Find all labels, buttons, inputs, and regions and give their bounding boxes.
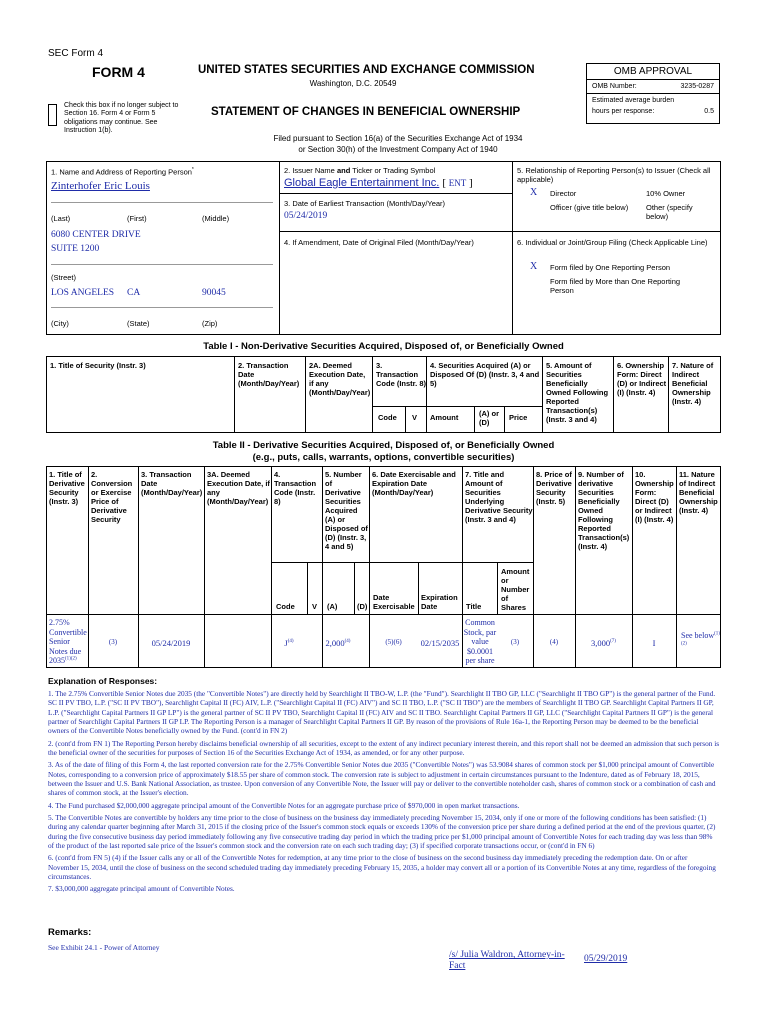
t1-h1: 1. Title of Security (Instr. 3) <box>50 361 146 370</box>
omb-hours: 0.5 <box>704 108 714 115</box>
signature-date: 05/29/2019 <box>584 954 628 964</box>
footnote-4: 4. The Fund purchased $2,000,000 aggregate principal amount of the Convertible Notes for an aggregate purchase price of $970,000 in open market transactions. <box>48 800 520 810</box>
t2-h2: 2. Conversion or Exercise Price of Derivative Security <box>91 470 133 524</box>
t1-h2a: 2A. Deemed Execution Date, if any (Month/Day/Year) <box>309 361 371 397</box>
no-longer-subject-checkbox[interactable] <box>48 104 57 126</box>
filed-line-2: or Section 30(h) of the Investment Company Act of 1940 <box>298 145 498 154</box>
director-label: Director <box>550 189 577 198</box>
t2-h8: 8. Price of Derivative Security (Instr. 5) <box>536 470 572 506</box>
t2-h3: 3. Transaction Date (Month/Day/Year) <box>141 470 203 497</box>
one-person-label: Form filed by One Reporting Person <box>550 263 671 272</box>
address-line-2: SUITE 1200 <box>51 244 100 254</box>
footnotes <box>48 689 720 897</box>
last-label: (Last) <box>51 214 71 223</box>
omb-burden-label: Estimated average burden <box>592 97 675 104</box>
ten-pct-owner-label: 10% Owner <box>646 189 686 198</box>
box6-label: 6. Individual or Joint/Group Filing (Check Applicable Line) <box>517 238 708 247</box>
t2-code: Code <box>276 602 295 611</box>
signature: /s/ Julia Waldron, Attorney-in-Fact <box>449 950 565 972</box>
t2-a: (A) <box>327 602 338 611</box>
footnote-6: 6. (cont'd from FN 5) (4) if the Issuer calls any or all of the Convertible Notes for redemption, at any time prior to the close of business on the second business day immediately preceding the redemption date. On or after November 15, 2034, until the close of business on the second scheduled trading day immediately preceding February 15, 2035, a holder may convert all or a portion of its Convertible Notes at any time, regardless of the foregoing circumstances. <box>48 853 716 881</box>
row-code: $J^{(4)}$ <box>284 638 294 648</box>
footnote-3: 3. As of the date of filing of this Form 4, the last reported conversion rate for the 2.75% Convertible Senior Notes due 2035 ("Convertible Notes") was 53.9084 shares of common stock per $1,000 principal amount of Convertible Notes, corresponding to a conversion price of approximately $18.55 per share of common stock. The conversion rate is subject to adjustment in certain circumstances pursuant to the Indenture, dated as of February 18, 2015, between the Issuer and U.S. Bank National Association, as trustee. Upon conversion of any Convertible Note, the Issuer will pay or deliver to the convertible noteholder cash, shares of common stock or a combination of cash and shares of common stock, at the Issuer's election. <box>48 760 716 798</box>
location: Washington, D.C. 20549 <box>309 79 397 88</box>
other-label: Other (specify below) <box>646 203 693 221</box>
table2-subtitle: (e.g., puts, calls, warrants, options, convertible securities) <box>252 452 515 463</box>
row-nature: See below$^{(1)(2)}$ <box>681 631 720 646</box>
box2-label: 2. Issuer Name and Ticker or Trading Symbol <box>284 166 436 175</box>
omb-number-label: OMB Number: <box>592 83 637 90</box>
row-form: I <box>652 638 656 648</box>
row-price: (4) <box>549 638 559 646</box>
row-conversion: (3) <box>108 638 118 646</box>
t1-code: Code <box>378 413 397 422</box>
t2-h11: 11. Nature of Indirect Beneficial Ownership (Instr. 4) <box>679 470 718 515</box>
address-line-1: 6080 CENTER DRIVE <box>51 230 141 240</box>
ticker-symbol: ENT <box>448 178 467 188</box>
t2-h5: 5. Number of Derivative Securities Acquired (A) or Disposed of (D) (Instr. 3, 4 and 5) <box>325 470 368 551</box>
row-exercisable: (5)(6) <box>385 638 402 646</box>
director-mark: X <box>530 187 538 198</box>
t2-h4: 4. Transaction Code (Instr. 8) <box>274 470 317 506</box>
state-value: CA <box>127 288 141 298</box>
remarks-text: See Exhibit 24.1 - Power of Attorney <box>48 943 160 952</box>
table1-title: Table I - Non-Derivative Securities Acquired, Disposed of, or Beneficially Owned <box>203 341 564 352</box>
first-label: (First) <box>127 214 147 223</box>
city-value: LOS ANGELES <box>51 288 115 298</box>
t2-expiration: Expiration Date <box>421 593 458 611</box>
middle-label: (Middle) <box>202 214 230 223</box>
t1-amount: Amount <box>430 413 459 422</box>
more-persons-label: Form filed by More than One Reporting Person <box>550 277 681 295</box>
omb-number: 3235-0287 <box>680 83 714 90</box>
zip-value: 90045 <box>202 288 226 298</box>
omb-approval-box <box>586 63 720 124</box>
footnote-2: 2. (cont'd from FN 1) The Reporting Person hereby disclaims beneficial ownership of all securities, except to the extent of any indirect pecuniary interest therein, and this report shall not be deemed an admission that such person is the beneficial owner of the securities for purposes of Section 16 of the Securities Exchange Act of 1934, as amended, or for any other purpose. <box>48 738 720 757</box>
box3-label: 3. Date of Earliest Transaction (Month/Day/Year) <box>284 199 446 208</box>
t1-h5: 5. Amount of Securities Beneficially Owned Following Reported Transaction(s) (Instr. 3 and 4) <box>546 361 609 424</box>
t2-title: Title <box>466 602 482 611</box>
t2-h7: 7. Title and Amount of Securities Underlying Derivative Security (Instr. 3 and 4) <box>465 470 533 524</box>
one-person-mark: X <box>530 261 538 272</box>
t1-h6: 6. Ownership Form: Direct (D) or Indirect (I) (Instr. 4) <box>617 361 667 397</box>
footnote-5: 5. The Convertible Notes are convertible by holders any time prior to the close of business on the business day immediately preceding November 15, 2034, only if one or more of the following conditions has been satisfied: (1) during any calendar quarter beginning after March 31, 2015 if the closing price of the Issuer's common stock equals or exceeds 130% of the conversion price per share during a defined period at the end of the previous quarter, (2) during the five consecutive business day period immediately following any five consecutive trading day period in which the trading price per $1,000 principal amount of Convertible Notes for each trading day was less than 98% of the product of the last reported sale price of the Issuer's common stock and the conversion rate on each such trading day; (3) if specified corporate transactions occur, or (cont'd in FN 6) <box>48 812 716 850</box>
row-expiration: 02/15/2035 <box>420 638 460 648</box>
t2-date-exercisable: Date Exercisable <box>373 593 415 611</box>
t2-amount-shares: Amount or Number of Shares <box>501 567 530 612</box>
checkbox-text: Check this box if no longer subject to Section 16. Form 4 or Form 5 obligations may continue. See Instruction 1(b). <box>64 102 179 135</box>
row-title: 2.75% Convertible Senior Notes due $2035^{(1)(2)}$ <box>49 618 87 666</box>
t2-h3a: 3A. Deemed Execution Date, if any (Month/Day/Year) <box>207 470 270 506</box>
box1-label: 1. Name and Address of Reporting Person* <box>51 167 194 177</box>
earliest-transaction-date: 05/24/2019 <box>284 211 328 221</box>
box5-label: 5. Relationship of Reporting Person(s) to Issuer (Check all applicable) <box>517 166 711 184</box>
t1-v: V <box>412 413 418 422</box>
footnote-1: 1. The 2.75% Convertible Senior Notes due 2035 (the "Convertible Notes") are directly held by Searchlight II TBO-W, L.P. (the "Fund"). Searchlight II TBO GP, LLC ("Searchlight II TBO GP") is the general partner of the Fund. SC II PV TBO, L.P. ("SC II PV TBO"), Searchlight Capital II (FC) AIV, L.P. ("Searchlight Capital II (FC) AIV") and SC II TBO, L.P. ("SC II TBO") are the members of Searchlight II TBO GP. Searchlight Capital Partners II GP, L.P. ("Searchlight Capital Partners II GP LP") is the general partner of SC II PV TBO, Searchlight Capital II (FC) AIV and SC II TBO. Searchlight Capital Partners II GP, LLC ("Searchlight Capital Partners II GP") is the general partner of Searchlight Capital Partners II GP LP. The Reporting Person is a manager of Searchlight Capital Partners II GP. By reason of the provisions of Rule 16a-1, the Reporting Person may be deemed to be the beneficial owners of the Convertible Notes beneficially owned by the Fund. (cont'd in FN 2) <box>48 689 716 736</box>
row-acquired: 2,000$^{(4)}$ <box>325 638 351 648</box>
remarks-title: Remarks: <box>48 927 92 938</box>
zip-label: (Zip) <box>202 319 218 328</box>
row-owned: 3,000$^{(7)}$ <box>591 638 616 648</box>
row-underlying-title: Common Stock, par value $0.0001 per share <box>463 618 497 666</box>
t2-h1: 1. Title of Derivative Security (Instr. 3) <box>49 470 85 506</box>
t2-d: (D) <box>357 602 368 611</box>
footnote-7: 7. $3,000,000 aggregate principal amount of Convertible Notes. <box>48 884 235 894</box>
reporting-person-name[interactable]: Zinterhofer Eric Louis <box>51 180 150 192</box>
t2-h9: 9. Number of derivative Securities Beneficially Owned Following Reported Transaction(s) (Instr. 4) <box>578 470 630 551</box>
t1-price: Price <box>509 413 528 422</box>
explanation-title: Explanation of Responses: <box>48 676 158 686</box>
t1-h4: 4. Securities Acquired (A) or Disposed Of (D) (Instr. 3, 4 and 5) <box>430 361 540 388</box>
form-title: FORM 4 <box>92 64 145 80</box>
omb-hours-label: hours per response: <box>592 108 655 115</box>
t2-h10: 10. Ownership Form: Direct (D) or Indirect (I) (Instr. 4) <box>635 470 674 524</box>
omb-title: OMB APPROVAL <box>587 64 719 80</box>
t1-h7: 7. Nature of Indirect Beneficial Ownership (Instr. 4) <box>672 361 714 406</box>
commission-title: UNITED STATES SECURITIES AND EXCHANGE COMMISSION <box>198 64 535 76</box>
street-label: (Street) <box>51 273 77 282</box>
t1-h3: 3. Transaction Code (Instr. 8) <box>376 361 427 388</box>
issuer-name[interactable]: Global Eagle Entertainment Inc. <box>284 177 440 189</box>
statement-title: STATEMENT OF CHANGES IN BENEFICIAL OWNERSHIP <box>211 106 521 118</box>
table2-title: Table II - Derivative Securities Acquired, Disposed of, or Beneficially Owned <box>212 440 555 451</box>
officer-label: Officer (give title below) <box>550 203 629 212</box>
state-label: (State) <box>127 319 150 328</box>
sec-form-label: SEC Form 4 <box>48 48 104 59</box>
row-date: 05/24/2019 <box>151 638 191 648</box>
box4-label: 4. If Amendment, Date of Original Filed (Month/Day/Year) <box>284 238 474 247</box>
city-label: (City) <box>51 319 69 328</box>
t2-h6: 6. Date Exercisable and Expiration Date (Month/Day/Year) <box>372 470 456 497</box>
t1-ad: (A) or (D) <box>479 409 499 427</box>
issuer-line: Global Eagle Entertainment Inc. [ ENT ] <box>284 177 473 189</box>
row-underlying-amount: (3) <box>510 638 520 646</box>
t2-v: V <box>312 602 318 611</box>
filed-line-1: Filed pursuant to Section 16(a) of the Securities Exchange Act of 1934 <box>273 134 523 143</box>
t1-h2: 2. Transaction Date (Month/Day/Year) <box>238 361 300 388</box>
